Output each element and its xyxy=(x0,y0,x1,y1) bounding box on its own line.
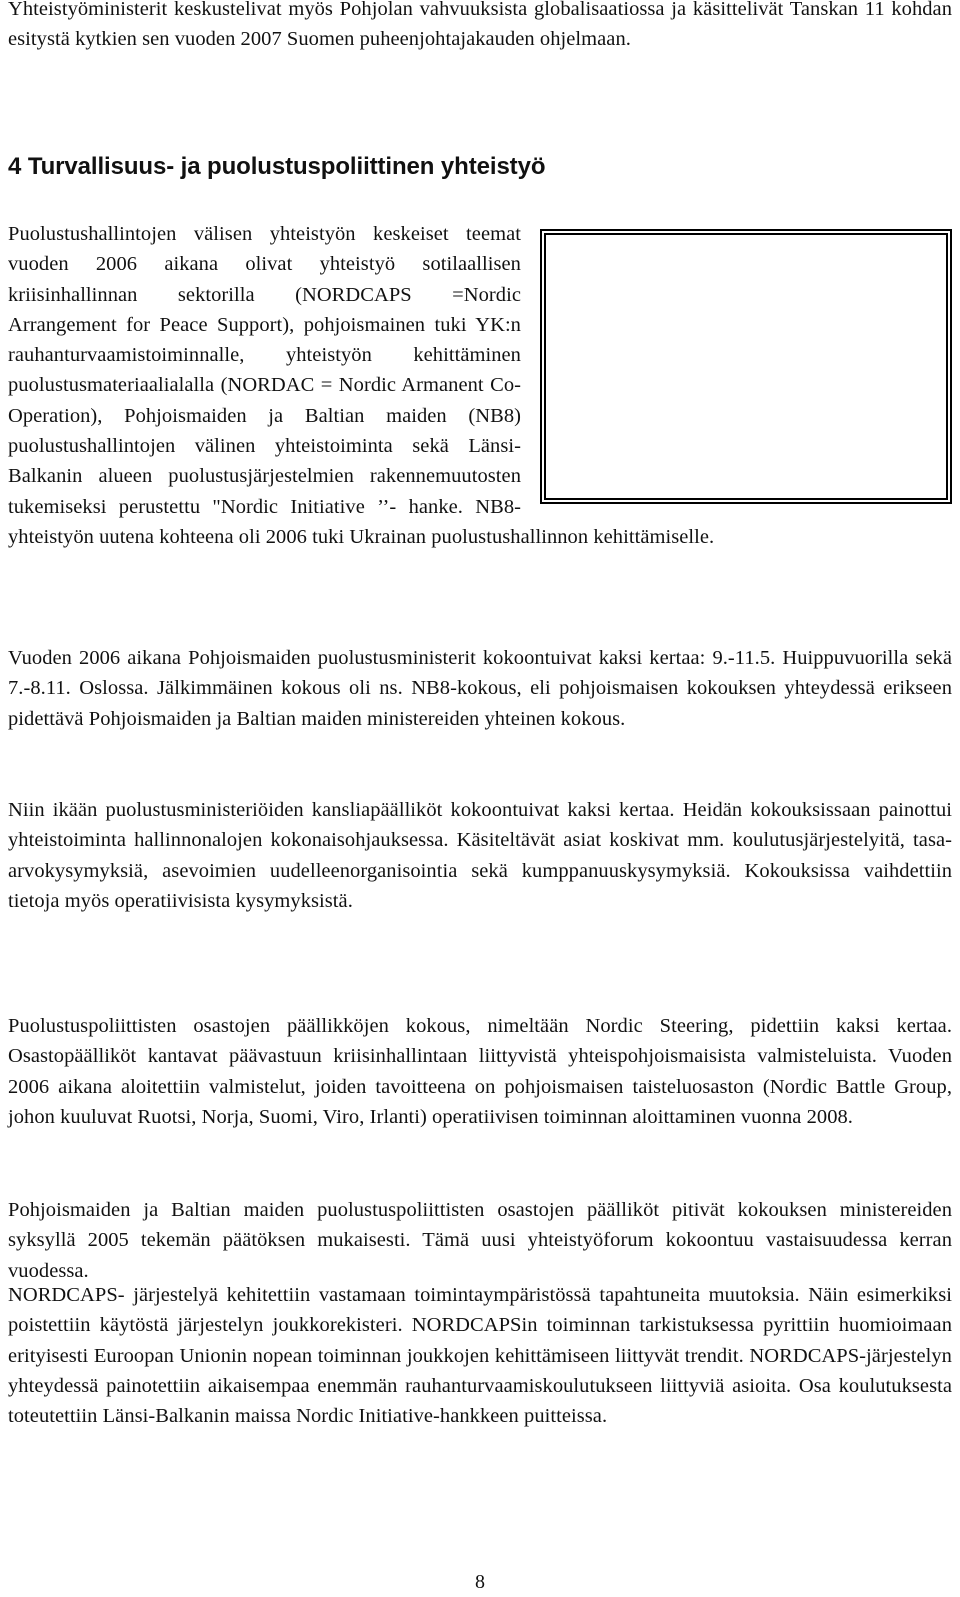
paragraph-5: Pohjoismaiden ja Baltian maiden puolustuspoliittisten osastojen päälliköt pitivät kokouksen ministereiden syksyllä 2005 tekemän päätöksen mukaisesti. Tämä uusi yhteistyöforum kokoontuu vastaisuudessa kerran vuodessa. xyxy=(8,1199,952,1282)
paragraph-with-figure xyxy=(8,219,952,552)
paragraph-4: Puolustuspoliittisten osastojen päällikköjen kokous, nimeltään Nordic Steering, pidettiin kaksi kertaa. Osastopäälliköt kantavat päävastuun kriisinhallintaan liittyvistä yhteispohjoismaisista valmisteluista. Vuoden 2006 aikana aloitettiin valmistelut, joiden tavoitteena on pohjoismaisen taisteluosaston (Nordic Battle Group, johon kuuluvat Ruotsi, Norja, Suomi, Viro, Irlanti) operatiivisen toiminnan aloittaminen vuonna 2008. xyxy=(8,1015,952,1128)
page-number: 8 xyxy=(475,1571,485,1593)
section-heading: 4 Turvallisuus- ja puolustuspoliittinen yhteistyö xyxy=(8,153,546,180)
empty-image-frame xyxy=(540,229,952,504)
paragraph-6: NORDCAPS- järjestelyä kehitettiin vastamaan toimintaympäristössä tapahtuneita muutoksia. Näin esimerkiksi poistettiin käytöstä järjestelyn joukkorekisteri. NORDCAPSin toiminnan tarkistuksessa pyrittiin huomioimaan erityisesti Euroopan Unionin nopean toiminnan joukkojen kehittämiseen liittyvät trendit. NORDCAPS-järjestelyn yhteydessä painotettiin aikaisempaa enemmän rauhanturvaamiskoulutukseen liittyviä asioita. Osa koulutuksesta toteutettiin Länsi-Balkanin maissa Nordic Initiative-hankkeen puitteissa. xyxy=(8,1284,952,1428)
paragraph-1: Puolustushallintojen välisen yhteistyön keskeiset teemat vuoden 2006 aikana olivat yhteistyö sotilaallisen kriisinhallinnan sektorilla (NORDCAPS =Nordic Arrangement for Peace Support), pohjoismainen tuki YK:n rauhanturvaamistoiminnalle, yhteistyön kehittäminen puolustusmateriaalialalla (NORDAC = Nordic Armanent Co-Operation), Pohjoismaiden ja Baltian maiden (NB8) puolustushallintojen välinen yhteistoiminta sekä Länsi-Balkanin alueen puolustusjärjestelmien rakennemuutosten tukemiseksi perustettu "Nordic Initiative ’’- hanke. NB8-yhteistyön uutena kohteena oli 2006 tuki Ukrainan puolustushallinnon kehittämiselle. xyxy=(8,223,715,548)
paragraph-2: Vuoden 2006 aikana Pohjoismaiden puolustusministerit kokoontuivat kaksi kertaa: 9.-11.5. Huippuvuorilla sekä 7.-8.11. Oslossa. Jälkimmäinen kokous oli ns. NB8-kokous, eli pohjoismaisen kokouksen yhteydessä erikseen pidettävä Pohjoismaiden ja Baltian maiden ministereiden yhteinen kokous. xyxy=(8,647,952,730)
paragraph-3: Niin ikään puolustusministeriöiden kansliapäälliköt kokoontuivat kaksi kertaa. Heidän kokouksissaan painottui yhteistoiminta hallinnonalojen kokonaisohjauksessa. Käsiteltävät asiat koskivat mm. koulutusjärjestelyitä, tasa-arvokysymyksiä, asevoimien uudelleenorganisointia sekä kumppanuuskysymyksiä. Kokouksissa vaihdettiin tietoja myös operatiivisista kysymyksistä. xyxy=(8,799,952,912)
document-page xyxy=(8,0,952,1597)
intro-paragraph: Yhteistyöministerit keskustelivat myös Pohjolan vahvuuksista globalisaatiossa ja käsittelivät Tanskan 11 kohdan esitystä kytkien sen vuoden 2007 Suomen puheenjohtajakauden ohjelmaan. xyxy=(8,0,952,51)
